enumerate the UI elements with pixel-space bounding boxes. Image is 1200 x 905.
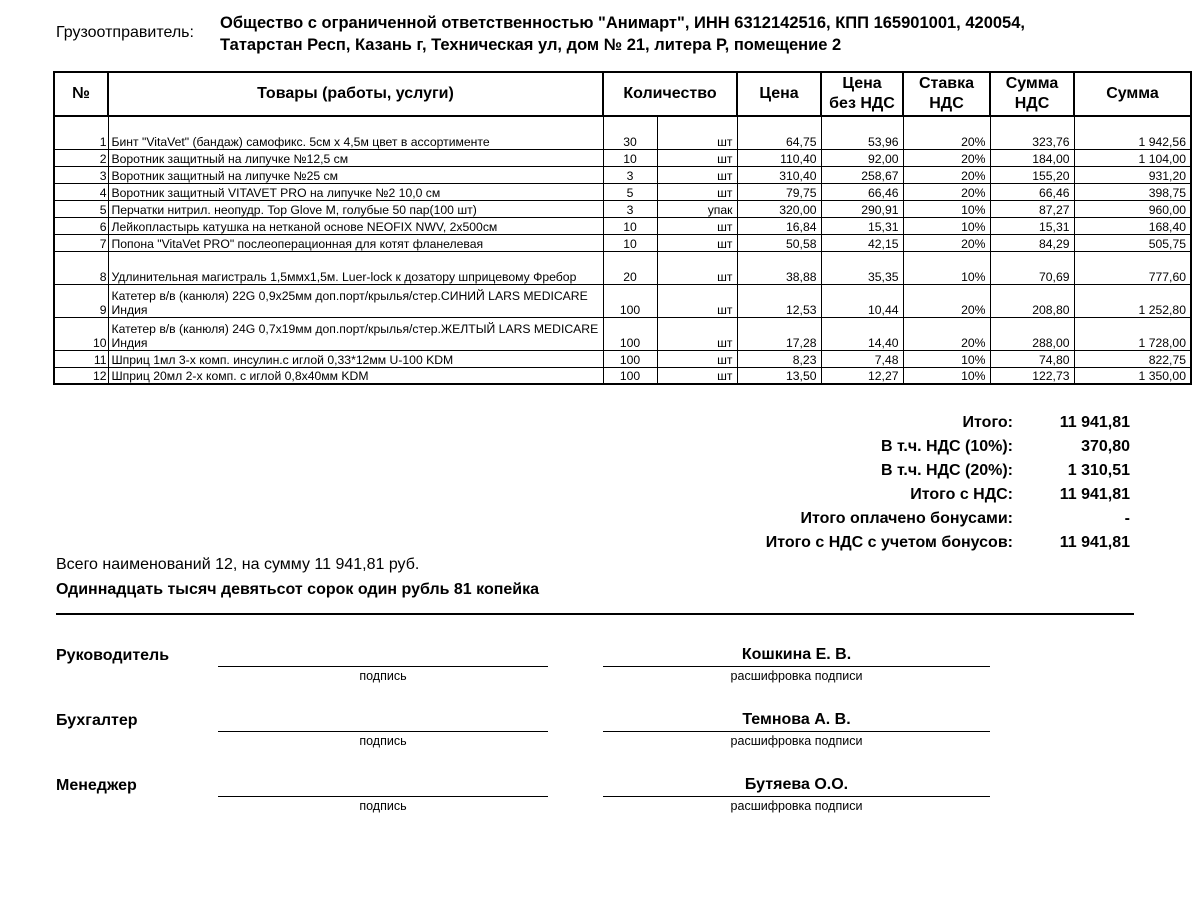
row-price: 64,75 [737, 116, 821, 149]
table-row [54, 350, 1191, 367]
row-goods-name: Лейкопластырь катушка на нетканой основе NEOFIX NWV, 2x500см [108, 217, 603, 234]
totals-value: - [1124, 510, 1130, 527]
table-header-row [54, 72, 1191, 116]
consignor-line-2: Татарстан Респ, Казань г, Техническая ул, дом № 21, литера Р, помещение 2 [220, 36, 842, 54]
totals-row [600, 486, 1130, 510]
row-price: 12,53 [737, 284, 821, 317]
row-unit: шт [657, 251, 737, 284]
row-number: 5 [54, 200, 108, 217]
row-vat-rate: 20% [903, 116, 990, 149]
col-header-no: № [54, 72, 108, 116]
table-row [54, 317, 1191, 350]
signature-line [218, 731, 548, 732]
row-vat-sum: 184,00 [990, 149, 1074, 166]
signature-role: Руководитель [56, 647, 170, 664]
row-price: 17,28 [737, 317, 821, 350]
row-price-no-vat: 258,67 [821, 166, 903, 183]
consignor-label: Грузоотправитель: [56, 24, 194, 41]
signature-caption: подпись [359, 799, 407, 813]
consignor-line-1: Общество с ограниченной ответственностью "Анимарт", ИНН 6312142516, КПП 165901001, 420054, [220, 14, 1025, 32]
table-row [54, 284, 1191, 317]
signature-role: Бухгалтер [56, 712, 138, 729]
row-vat-sum: 323,76 [990, 116, 1074, 149]
row-price: 320,00 [737, 200, 821, 217]
totals-value: 11 941,81 [1059, 414, 1130, 431]
row-vat-rate: 20% [903, 234, 990, 251]
row-price-no-vat: 42,15 [821, 234, 903, 251]
row-vat-rate: 10% [903, 350, 990, 367]
row-vat-rate: 10% [903, 200, 990, 217]
row-quantity: 100 [603, 284, 657, 317]
row-price: 310,40 [737, 166, 821, 183]
row-number: 10 [54, 317, 108, 350]
items-table [53, 71, 1192, 385]
row-sum: 168,40 [1074, 217, 1191, 234]
row-price-no-vat: 15,31 [821, 217, 903, 234]
totals-label: Итого: [962, 414, 1013, 431]
row-price-no-vat: 92,00 [821, 149, 903, 166]
row-number: 1 [54, 116, 108, 149]
row-number: 4 [54, 183, 108, 200]
col-header-price: Цена [737, 72, 821, 116]
row-vat-sum: 155,20 [990, 166, 1074, 183]
row-vat-sum: 15,31 [990, 217, 1074, 234]
row-unit: шт [657, 166, 737, 183]
name-caption: расшифровка подписи [730, 734, 863, 748]
row-vat-rate: 10% [903, 217, 990, 234]
consignor-details [220, 12, 1120, 56]
row-goods-name: Катетер в/в (канюля) 22G 0,9х25мм доп.порт/крылья/стер.СИНИЙ LARS MEDICARE Индия [108, 284, 603, 317]
row-price-no-vat: 10,44 [821, 284, 903, 317]
row-quantity: 10 [603, 149, 657, 166]
name-caption: расшифровка подписи [730, 799, 863, 813]
totals-label: В т.ч. НДС (20%): [880, 462, 1013, 479]
row-price: 13,50 [737, 367, 821, 384]
row-unit: упак [657, 200, 737, 217]
row-number: 7 [54, 234, 108, 251]
signatory-name: Бутяева О.О. [744, 776, 849, 793]
row-quantity: 30 [603, 116, 657, 149]
row-price-no-vat: 35,35 [821, 251, 903, 284]
row-goods-name: Попона "VitaVet PRO" послеоперационная для котят фланелевая [108, 234, 603, 251]
table-row [54, 200, 1191, 217]
row-quantity: 3 [603, 200, 657, 217]
row-vat-sum: 288,00 [990, 317, 1074, 350]
row-vat-sum: 87,27 [990, 200, 1074, 217]
row-price-no-vat: 14,40 [821, 317, 903, 350]
signatory-name: Темнова А. В. [742, 711, 851, 728]
row-sum: 960,00 [1074, 200, 1191, 217]
row-goods-name: Бинт "VitaVet" (бандаж) самофикс. 5см х 4,5м цвет в ассортименте [108, 116, 603, 149]
row-goods-name: Шприц 1мл 3-х комп. инсулин.с иглой 0,33*12мм U-100 KDM [108, 350, 603, 367]
row-vat-sum: 84,29 [990, 234, 1074, 251]
row-price: 110,40 [737, 149, 821, 166]
table-row [54, 251, 1191, 284]
col-header-goods: Товары (работы, услуги) [108, 72, 603, 116]
row-quantity: 100 [603, 367, 657, 384]
totals-label: Итого оплачено бонусами: [800, 510, 1013, 527]
row-vat-sum: 208,80 [990, 284, 1074, 317]
row-price: 8,23 [737, 350, 821, 367]
row-price-no-vat: 7,48 [821, 350, 903, 367]
row-goods-name: Удлинительная магистраль 1,5ммх1,5м. Luer-lock к дозатору шприцевому Фребор [108, 251, 603, 284]
row-sum: 777,60 [1074, 251, 1191, 284]
row-vat-rate: 20% [903, 183, 990, 200]
totals-row [600, 438, 1130, 462]
row-goods-name: Перчатки нитрил. неопудр. Top Glove M, голубые 50 пар(100 шт) [108, 200, 603, 217]
row-number: 11 [54, 350, 108, 367]
row-goods-name: Воротник защитный на липучке №25 см [108, 166, 603, 183]
totals-label: Итого с НДС с учетом бонусов: [765, 534, 1013, 551]
row-unit: шт [657, 116, 737, 149]
table-row [54, 234, 1191, 251]
row-unit: шт [657, 149, 737, 166]
row-number: 6 [54, 217, 108, 234]
col-header-vat-sum: Сумма НДС [990, 72, 1074, 116]
table-row [54, 183, 1191, 200]
row-price: 38,88 [737, 251, 821, 284]
row-sum: 1 942,56 [1074, 116, 1191, 149]
signature-role: Менеджер [56, 777, 137, 794]
row-goods-name: Катетер в/в (канюля) 24G 0,7х19мм доп.порт/крылья/стер.ЖЕЛТЫЙ LARS MEDICARE Индия [108, 317, 603, 350]
row-vat-sum: 66,46 [990, 183, 1074, 200]
row-unit: шт [657, 234, 737, 251]
signatory-name: Кошкина Е. В. [741, 646, 852, 663]
row-sum: 505,75 [1074, 234, 1191, 251]
table-row [54, 149, 1191, 166]
name-caption: расшифровка подписи [730, 669, 863, 683]
row-sum: 1 728,00 [1074, 317, 1191, 350]
totals-value: 11 941,81 [1059, 534, 1130, 551]
row-goods-name: Шприц 20мл 2-х комп. с иглой 0,8x40мм KDM [108, 367, 603, 384]
table-row [54, 166, 1191, 183]
row-sum: 822,75 [1074, 350, 1191, 367]
totals-row [600, 414, 1130, 438]
totals-value: 1 310,51 [1067, 462, 1130, 479]
row-vat-sum: 122,73 [990, 367, 1074, 384]
row-unit: шт [657, 367, 737, 384]
col-header-qty: Количество [603, 72, 737, 116]
table-row [54, 217, 1191, 234]
divider [56, 613, 1134, 615]
row-unit: шт [657, 284, 737, 317]
row-sum: 1 104,00 [1074, 149, 1191, 166]
row-price: 50,58 [737, 234, 821, 251]
row-unit: шт [657, 350, 737, 367]
row-quantity: 3 [603, 166, 657, 183]
row-price-no-vat: 53,96 [821, 116, 903, 149]
row-price: 79,75 [737, 183, 821, 200]
row-number: 9 [54, 284, 108, 317]
row-number: 12 [54, 367, 108, 384]
row-sum: 1 350,00 [1074, 367, 1191, 384]
col-header-price-no-vat: Цена без НДС [821, 72, 903, 116]
totals-row [600, 510, 1130, 534]
name-line [603, 731, 990, 732]
signature-line [218, 666, 548, 667]
row-number: 2 [54, 149, 108, 166]
row-sum: 398,75 [1074, 183, 1191, 200]
row-goods-name: Воротник защитный VITAVET PRO на липучке №2 10,0 см [108, 183, 603, 200]
row-vat-sum: 74,80 [990, 350, 1074, 367]
row-sum: 1 252,80 [1074, 284, 1191, 317]
signature-caption: подпись [359, 669, 407, 683]
col-header-vat-rate: Ставка НДС [903, 72, 990, 116]
totals-row [600, 462, 1130, 486]
totals-value: 370,80 [1081, 438, 1130, 455]
row-number: 3 [54, 166, 108, 183]
table-row [54, 367, 1191, 384]
totals-label: В т.ч. НДС (10%): [880, 438, 1013, 455]
row-price: 16,84 [737, 217, 821, 234]
row-quantity: 5 [603, 183, 657, 200]
row-price-no-vat: 12,27 [821, 367, 903, 384]
totals-value: 11 941,81 [1059, 486, 1130, 503]
signature-caption: подпись [359, 734, 407, 748]
amount-in-words: Одиннадцать тысяч девятьсот сорок один рубль 81 копейка [56, 581, 540, 598]
row-unit: шт [657, 317, 737, 350]
row-quantity: 10 [603, 234, 657, 251]
row-vat-rate: 10% [903, 251, 990, 284]
summary-line: Всего наименований 12, на сумму 11 941,81 руб. [56, 556, 420, 573]
row-vat-sum: 70,69 [990, 251, 1074, 284]
row-quantity: 20 [603, 251, 657, 284]
row-price-no-vat: 66,46 [821, 183, 903, 200]
row-vat-rate: 20% [903, 317, 990, 350]
table-row [54, 116, 1191, 149]
row-unit: шт [657, 217, 737, 234]
row-vat-rate: 20% [903, 284, 990, 317]
totals-label: Итого с НДС: [910, 486, 1013, 503]
row-sum: 931,20 [1074, 166, 1191, 183]
name-line [603, 666, 990, 667]
row-vat-rate: 20% [903, 166, 990, 183]
col-header-sum: Сумма [1074, 72, 1191, 116]
row-goods-name: Воротник защитный на липучке №12,5 см [108, 149, 603, 166]
row-number: 8 [54, 251, 108, 284]
totals-row [600, 534, 1130, 558]
signature-line [218, 796, 548, 797]
row-quantity: 10 [603, 217, 657, 234]
row-quantity: 100 [603, 317, 657, 350]
row-vat-rate: 10% [903, 367, 990, 384]
name-line [603, 796, 990, 797]
row-price-no-vat: 290,91 [821, 200, 903, 217]
row-unit: шт [657, 183, 737, 200]
row-vat-rate: 20% [903, 149, 990, 166]
row-quantity: 100 [603, 350, 657, 367]
